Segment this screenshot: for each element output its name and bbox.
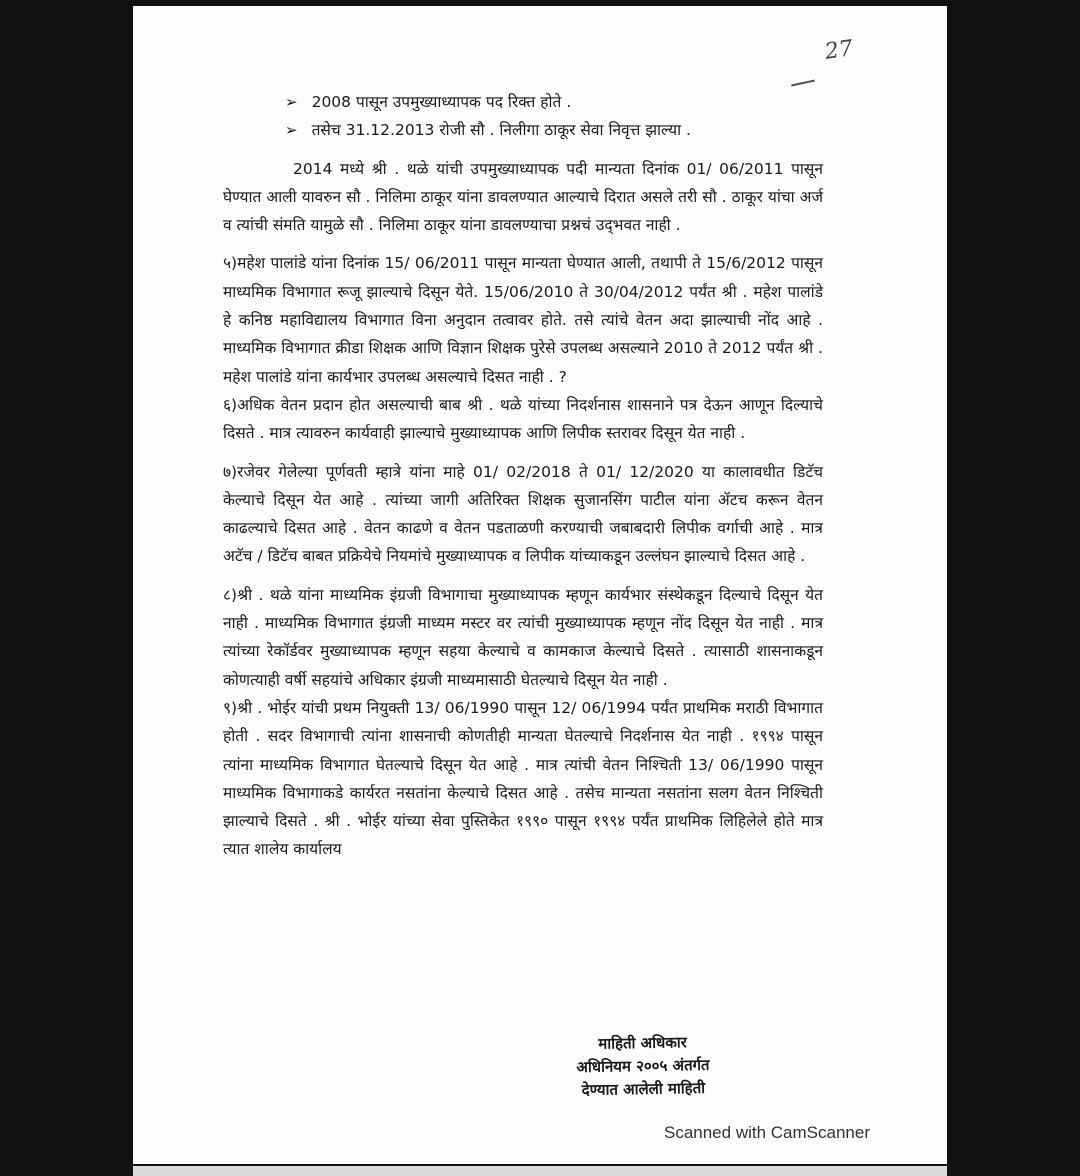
section-7 (223, 458, 823, 571)
rti-stamp (542, 1030, 743, 1102)
section-8 (223, 581, 823, 694)
intro-paragraph: 2014 मध्ये श्री . थळे यांची उपमुख्याध्यापक पदी मान्यता दिनांक 01/ 06/2011 पासून घेण्यात आली यावरुन सौ . निलिमा ठाकूर यांना डावलण्यात आल्याचे दिरात असले तरी सौ . ठाकूर यांचा अर्ज व त्यांची संमति यामुळे सौ . निलिमा ठाकूर यांना डावलण्याचा प्रश्नचं उद्‌भवत नाही . (223, 159, 823, 235)
document-body (223, 88, 823, 864)
arrow-bullet-icon: ➢ (285, 93, 298, 111)
stamp-line: माहिती अधिकार (598, 1033, 687, 1053)
arrow-bullet-icon: ➢ (285, 121, 298, 140)
section-text: महेश पालांडे यांना दिनांक 15/ 06/2011 पासून मान्यता घेण्यात आली, तथापी ते 15/6/2012 पासून माध्यमिक विभागात रूजू झाल्याचे दिसून येते. 15/06/2010 ते 30/04/2012 पर्यंत श्री . महेश पालांडे हे कनिष्ठ महाविद्यालय विभागात विना अनुदान तत्वावर होते. तसे त्यांचे वेतन अदा झाल्याची नोंद आहे . माध्यमिक विभागात क्रीडा शिक्षक आणि विज्ञान शिक्षक पुरेसे उपलब्ध असल्याने 2010 ते 2012 पर्यंत श्री . महेश पालांडे यांना कार्यभार उपलब्ध असल्याचे दिसत नाही . ? (223, 254, 823, 386)
stamp-line: अधिनियम २००५ अंतर्गत (576, 1055, 710, 1077)
bullet-text: 2008 पासून उपमुख्याध्यापक पद रिक्त होते . (311, 93, 572, 111)
section-number: ७) (223, 462, 238, 481)
section-number: ९) (223, 698, 238, 717)
pen-mark (791, 80, 815, 87)
section-number: ६) (223, 395, 238, 414)
stamp-line: देण्यात आलेली माहिती (581, 1078, 706, 1100)
next-page-edge (133, 1166, 947, 1176)
camscanner-watermark: Scanned with CamScanner (663, 1123, 870, 1142)
section-6 (223, 391, 823, 448)
page-number: 27 (823, 36, 855, 65)
section-text: श्री . थळे यांना माध्यमिक इंग्रजी विभागाचा मुख्याध्यापक म्हणून कार्यभार संस्थेकडून दिल्याचे दिसून येत नाही . माध्यमिक विभागात इंग्रजी माध्यम मस्टर वर त्यांची मुख्याध्यापक म्हणून नोंद दिसून येत नाही . मात्र त्यांच्या रेकॉर्डवर मुख्याध्यापक म्हणून सहया केल्याचे व कामकाज केल्याचे दिसते . त्यासाठी शासनाकडून कोणत्याही वर्षी सहयांचे अधिकार इंग्रजी माध्यमासाठी घेतल्याचे दिसून येत नाही . (223, 585, 823, 689)
section-number: ८) (223, 585, 238, 604)
scanned-page (133, 6, 947, 1164)
bullet-item (285, 88, 823, 116)
section-text: श्री . भोईर यांची प्रथम नियुक्ती 13/ 06/1990 पासून 12/ 06/1994 पर्यंत प्राथमिक मराठी विभागात होती . सदर विभागाची त्यांना शासनाची कोणतीही मान्यता घेतल्याचे निदर्शनास येत नाही . १९९४ पासून त्यांना माध्यमिक विभागात घेतल्याचे दिसून येत आहे . मात्र त्यांची वेतन निश्चिती 13/ 06/1990 पासून माध्यमिक विभागाकडे कार्यरत नसतांना केल्याचे दिसत आहे . तसेच मान्यता नसतांना सलग वेतन निश्चिती झाल्याचे दिसते . श्री . भोईर यांच्या सेवा पुस्तिकेत १९९० पासून १९९४ पर्यंत प्राथमिक लिहिलेले होते मात्र त्यात शालेय कार्यालय (223, 698, 823, 859)
bullet-item (285, 116, 823, 144)
section-number: ५) (223, 254, 238, 273)
section-9 (223, 694, 823, 864)
section-5 (223, 249, 823, 390)
bullet-text: तसेच 31.12.2013 रोजी सौ . निलीगा ठाकूर सेवा निवृत्त झाल्या . (311, 121, 691, 140)
section-text: रजेवर गेलेल्या पूर्णवती म्हात्रे यांना माहे 01/ 02/2018 ते 01/ 12/2020 या कालावधीत डिटॅच केल्याचे दिसून येत आहे . त्यांच्या जागी अतिरिक्त शिक्षक सुजानसिंग पाटील यांना ॲटच करून वेतन काढल्याचे दिसत आहे . वेतन काढणे व वेतन पडताळणी करण्याची जबाबदारी लिपीक वर्गाची आहे . मात्र अटॅच / डिटॅच बाबत प्रक्रियेचे नियमांचे मुख्याध्यापक व लिपीक यांच्याकडून उल्लंघन झाल्याचे दिसत आहे . (223, 462, 823, 566)
section-text: अधिक वेतन प्रदान होत असल्याची बाब श्री . थळे यांच्या निदर्शनास शासनाने पत्र देऊन आणून दिल्याचे दिसते . मात्र त्यावरुन कार्यवाही झाल्याचे मुख्याध्यापक आणि लिपीक स्तरावर दिसून येत नाही . (223, 395, 823, 443)
